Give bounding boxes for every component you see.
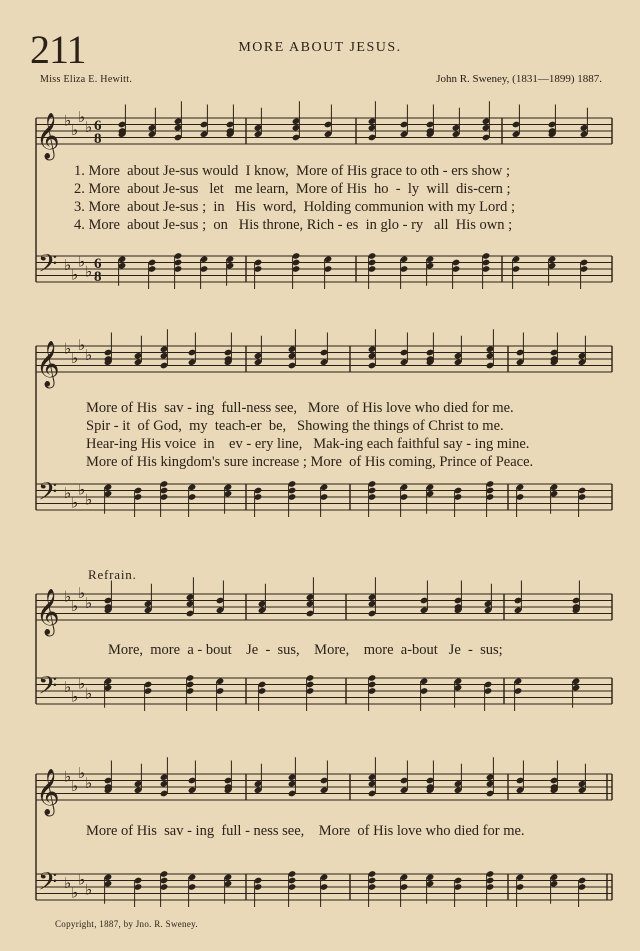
flat-sign: ♭ [78, 480, 86, 499]
flat-sign: ♭ [64, 873, 72, 892]
verse-4-line: 4. More about Je-sus ; on His throne, Rich - es in glo - ry all His own ; [74, 217, 513, 233]
flat-sign: ♭ [78, 764, 86, 782]
chorus-line-1: More of His sav - ing full-ness see, More of His love who died for me. [86, 400, 514, 416]
treble-clef: 𝄞 [36, 769, 60, 815]
treble-clef: 𝄞 [36, 113, 60, 159]
time-signature-denominator: 8 [94, 269, 102, 285]
flat-sign: ♭ [71, 883, 79, 902]
flat-sign: ♭ [64, 587, 72, 606]
flat-sign: ♭ [85, 262, 93, 281]
author-credit: Miss Eliza E. Hewitt. [40, 74, 133, 85]
flat-sign: ♭ [71, 265, 79, 284]
flat-sign: ♭ [78, 252, 86, 271]
copyright-notice: Copyright, 1887, by Jno. R. Sweney. [55, 919, 198, 929]
verse-2-line: 2. More about Je-sus let me learn, More of His ho - ly will dis-cern ; [74, 181, 511, 197]
flat-sign: ♭ [64, 483, 72, 502]
time-signature-denominator: 8 [94, 131, 102, 147]
flat-sign: ♭ [78, 870, 86, 889]
refrain-line-2: More of His sav - ing full - ness see, More of His love who died for me. [86, 823, 525, 839]
flat-sign: ♭ [71, 493, 79, 512]
time-signature-numerator: 6 [94, 256, 102, 272]
flat-sign: ♭ [85, 684, 93, 703]
hymn-title: MORE ABOUT JESUS. [238, 40, 402, 55]
time-signature-numerator: 6 [94, 118, 102, 134]
flat-sign: ♭ [78, 674, 86, 693]
flat-sign: ♭ [85, 773, 93, 792]
chorus-line-2: Spir - it of God, my teach-er be, Showing the things of Christ to me. [86, 418, 504, 434]
verse-1-line: 1. More about Je-sus would I know, More of His grace to oth - ers show ; [74, 163, 510, 179]
flat-sign: ♭ [71, 687, 79, 706]
flat-sign: ♭ [71, 121, 79, 139]
flat-sign: ♭ [71, 349, 79, 367]
verse-3-line: 3. More about Je-sus ; in His word, Holding communion with my Lord ; [74, 199, 516, 215]
bass-clef: 𝄢 [38, 477, 58, 513]
chorus-line-3: Hear-ing His voice in ev - ery line, Mak-ing each faithful say - ing mine. [86, 436, 530, 452]
flat-sign: ♭ [85, 880, 93, 899]
refrain-line-1: More, more a - bout Je - sus, More, more a-bout Je - sus; [108, 642, 503, 658]
flat-sign: ♭ [85, 345, 93, 364]
flat-sign: ♭ [78, 584, 86, 602]
refrain-label: Refrain. [88, 567, 137, 582]
flat-sign: ♭ [71, 777, 79, 795]
bass-clef: 𝄢 [38, 671, 58, 707]
flat-sign: ♭ [78, 336, 86, 354]
treble-clef: 𝄞 [36, 341, 60, 387]
flat-sign: ♭ [85, 117, 93, 136]
flat-sign: ♭ [71, 597, 79, 615]
treble-clef: 𝄞 [36, 589, 60, 635]
flat-sign: ♭ [64, 255, 72, 274]
bass-clef: 𝄢 [38, 867, 58, 903]
flat-sign: ♭ [78, 108, 86, 126]
flat-sign: ♭ [64, 339, 72, 358]
flat-sign: ♭ [64, 677, 72, 696]
composer-credit: John R. Sweney, (1831—1899) 1887. [436, 73, 602, 85]
bass-clef: 𝄢 [38, 249, 58, 285]
flat-sign: ♭ [85, 490, 93, 509]
flat-sign: ♭ [64, 767, 72, 786]
flat-sign: ♭ [85, 593, 93, 612]
hymn-number: 211 [30, 27, 86, 72]
flat-sign: ♭ [64, 111, 72, 130]
chorus-line-4: More of His kingdom's sure increase ; More of His coming, Prince of Peace. [86, 454, 534, 470]
